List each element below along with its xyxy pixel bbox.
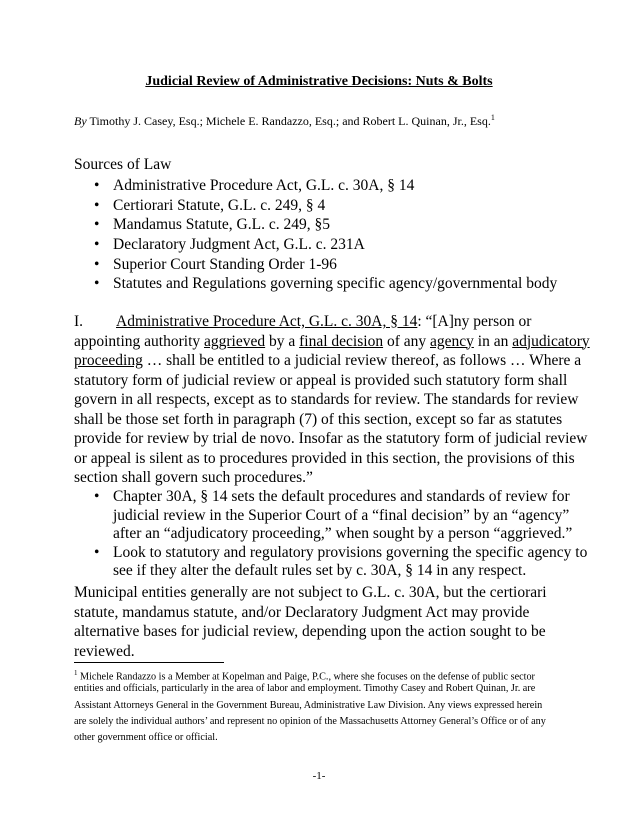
bullet-icon: • — [94, 236, 100, 254]
list-item-text: Statutes and Regulations governing specific agency/governmental body — [113, 275, 558, 293]
term-proceeding: proceeding — [74, 352, 143, 369]
municipal-paragraph — [74, 583, 564, 661]
text-line — [74, 351, 582, 371]
list-item — [94, 196, 557, 216]
text-span: appointing authority — [74, 332, 205, 350]
text-line: statute, mandamus statute, and/or Declaratory Judgment Act may provide — [74, 603, 530, 621]
term-final-decision: final decision — [299, 332, 384, 350]
text-line — [74, 332, 590, 352]
text-line: Municipal entities generally are not subject to G.L. c. 30A, but the certiorari — [74, 584, 547, 601]
bullet-icon: • — [94, 177, 100, 194]
list-item-text: Declaratory Judgment Act, G.L. c. 231A — [113, 236, 365, 254]
text-line: other government office or official. — [74, 732, 218, 744]
text-line — [74, 665, 564, 681]
section-number: I. — [74, 313, 84, 330]
sources-heading: Sources of Law — [74, 156, 172, 173]
text-line: after an “adjudicatory proceeding,” when sought by a person “aggrieved.” — [113, 525, 573, 543]
footnote-reference[interactable]: 1 — [490, 113, 495, 122]
list-item-text: Superior Court Standing Order 1-96 — [113, 255, 337, 273]
text-line: section shall govern such procedures.” — [74, 469, 313, 486]
list-item — [94, 488, 587, 544]
byline-authors: Timothy J. Casey, Esq.; Michele E. Randazzo, Esq.; and Robert L. Quinan, Jr., Esq. — [86, 114, 491, 128]
list-item — [94, 255, 557, 275]
text-span: … shall be entitled to a judicial review thereof, as follows … Where a — [142, 352, 582, 369]
bullet-icon: • — [94, 255, 100, 273]
list-item-text: Administrative Procedure Act, G.L. c. 30A, § 14 — [113, 177, 415, 194]
section-heading: Administrative Procedure Act, G.L. c. 30A, § 14 — [116, 313, 418, 330]
page-number: -1- — [312, 770, 326, 782]
text-line: Chapter 30A, § 14 sets the default procedures and standards of review for — [113, 488, 570, 505]
term-aggrieved: aggrieved — [204, 332, 266, 350]
text-line: reviewed. — [74, 642, 135, 660]
list-item — [94, 215, 557, 235]
text-span: in an — [473, 332, 513, 350]
byline-by: By — [74, 114, 87, 128]
footnote-marker: 1 — [74, 669, 78, 677]
term-adjudicatory: adjudicatory — [512, 332, 590, 350]
byline — [74, 113, 495, 129]
footnote — [74, 665, 564, 746]
text-line: statutory form of judicial review or appeal is provided such statutory form shall — [74, 371, 568, 389]
text-line: alternative bases for judicial review, depending upon the action sought to be — [74, 623, 546, 640]
text-span: of any — [383, 332, 430, 350]
text-line: shall be those set forth in paragraph (7) of this section, except so far as statutes — [74, 410, 563, 428]
section-1-paragraph — [74, 312, 590, 488]
text-span: Michele Randazzo is a Member at Kopelman and Paige, P.C., where she focuses on the defense of public sector — [77, 671, 535, 683]
text-line: provide for review by trial de novo. Insofar as the statutory form of judicial review — [74, 430, 588, 447]
sources-list — [94, 176, 557, 294]
text-line: Assistant Attorneys General in the Government Bureau, Administrative Law Division. Any views expressed herein — [74, 699, 543, 711]
bullet-icon: • — [94, 216, 100, 234]
text-line: entities and officials, particularly in the area of labor and employment. Timothy Casey and Robert Quinan, Jr. are — [74, 683, 536, 695]
bullet-icon: • — [94, 488, 100, 505]
text-line: see if they alter the default rules set by c. 30A, § 14 in any respect. — [113, 562, 527, 580]
text-line — [74, 312, 564, 332]
bullet-icon: • — [94, 543, 100, 561]
bullet-icon: • — [94, 275, 100, 293]
text-line: are solely the individual authors’ and represent no opinion of the Massachusetts Attorney General’s Office or of any — [74, 715, 546, 727]
text-line: Look to statutory and regulatory provisions governing the specific agency to — [113, 543, 588, 561]
term-agency: agency — [430, 332, 474, 350]
footnote-divider — [74, 662, 224, 663]
list-item-text: Mandamus Statute, G.L. c. 249, §5 — [113, 216, 330, 234]
text-span: : “[A]ny person or — [417, 313, 532, 330]
bullet-icon: • — [94, 196, 100, 214]
text-line: govern in all respects, except as to standards for review. The standards for review — [74, 391, 579, 408]
list-item-text: Certiorari Statute, G.L. c. 249, § 4 — [113, 196, 326, 214]
list-item — [94, 274, 557, 294]
document-title: Judicial Review of Administrative Decisions: Nuts & Bolts — [145, 74, 493, 89]
section-1-bullets — [94, 488, 587, 581]
text-line: or appeal is silent as to procedures provided in this section, the provisions of this — [74, 449, 575, 467]
list-item — [94, 235, 557, 255]
list-item — [94, 176, 557, 196]
text-line: judicial review in the Superior Court of a “final decision” by an “agency” — [113, 506, 570, 524]
list-item — [94, 544, 587, 581]
text-span: by a — [265, 332, 300, 350]
